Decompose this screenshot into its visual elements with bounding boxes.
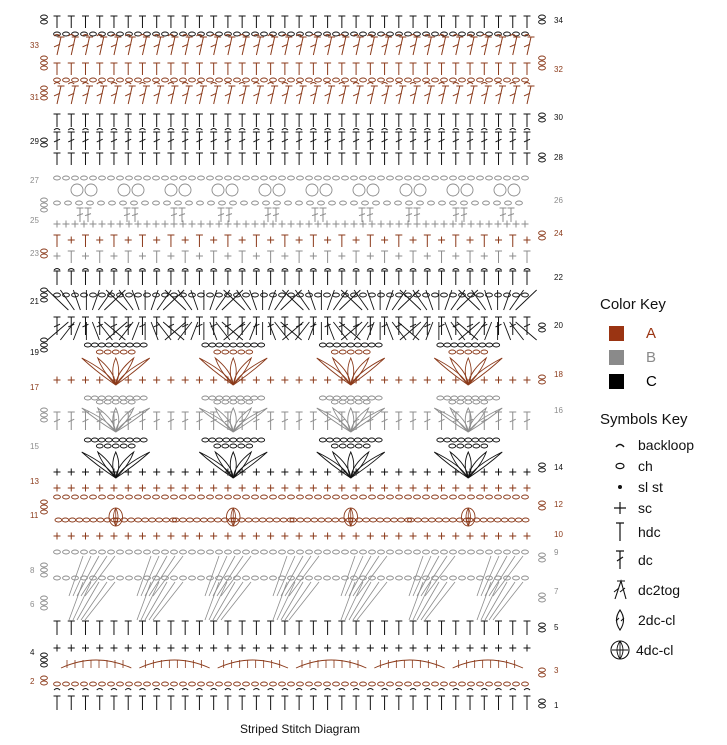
row-number-right: 34 <box>554 16 563 25</box>
row-number-right: 30 <box>554 113 563 122</box>
dc2tog-icon <box>610 578 630 602</box>
row-number-right: 3 <box>554 666 559 675</box>
color-key-item-b <box>600 345 725 369</box>
2dc-cluster-icon <box>610 608 630 632</box>
row-number-left: 2 <box>30 677 35 686</box>
row-number-right: 24 <box>554 229 563 238</box>
symbol-key-item-4dc-cl <box>600 635 725 665</box>
symbol-key-item-2dc-cl <box>600 605 725 635</box>
symbol-key-item-ch <box>600 455 725 476</box>
symbol-key-item-sc <box>600 497 725 518</box>
symbol-label-slst: sl st <box>638 478 663 495</box>
symbol-label-backloop: backloop <box>638 436 695 453</box>
half-double-crochet-icon <box>610 520 630 544</box>
row-number-right: 9 <box>554 548 559 557</box>
legend-panel <box>600 296 725 665</box>
symbol-key-item-hdc <box>600 518 725 545</box>
color-label-b: B <box>646 348 657 366</box>
color-key-list <box>600 321 725 393</box>
color-key-item-c <box>600 369 725 393</box>
row-number-right: 1 <box>554 701 559 710</box>
color-swatch-a <box>609 326 624 341</box>
slip-stitch-icon <box>610 477 630 497</box>
color-swatch-c <box>609 374 624 389</box>
symbol-label-4dc-cl: 4dc-cl <box>636 642 674 658</box>
row-number-right: 26 <box>554 196 563 205</box>
symbol-label-ch: ch <box>638 457 653 474</box>
row-number-left: 15 <box>30 442 39 451</box>
row-number-left: 17 <box>30 383 39 392</box>
row-number-left: 23 <box>30 249 39 258</box>
symbol-label-sc: sc <box>638 499 652 516</box>
symbol-key-item-dc2tog <box>600 575 725 605</box>
symbol-label-2dc-cl: 2dc-cl <box>638 612 676 628</box>
row-number-left: 25 <box>30 216 39 225</box>
row-number-left: 29 <box>30 137 39 146</box>
color-label-c: C <box>646 372 657 390</box>
row-number-right: 5 <box>554 623 559 632</box>
row-number-right: 14 <box>554 463 563 472</box>
symbols-key-title: Symbols Key <box>600 411 688 428</box>
row-number-right: 22 <box>554 273 563 282</box>
row-number-right: 28 <box>554 153 563 162</box>
backloop-icon <box>610 435 630 455</box>
row-number-left: 19 <box>30 348 39 357</box>
diagram-caption: Striped Stitch Diagram <box>239 722 361 736</box>
row-number-left: 33 <box>30 41 39 50</box>
row-number-right: 10 <box>554 530 563 539</box>
color-label-a: A <box>646 324 657 342</box>
chain-icon <box>610 456 630 476</box>
row-number-left: 11 <box>30 511 39 520</box>
row-number-right: 20 <box>554 321 563 330</box>
row-number-right: 12 <box>554 500 563 509</box>
row-number-left: 21 <box>30 297 39 306</box>
4dc-cluster-icon <box>608 638 632 662</box>
row-number-left: 31 <box>30 93 39 102</box>
row-number-left: 8 <box>30 566 35 575</box>
symbol-label-dc: dc <box>638 552 653 568</box>
row-number-right: 16 <box>554 406 563 415</box>
symbols-key-list <box>600 434 725 665</box>
symbol-label-hdc: hdc <box>638 523 661 540</box>
double-crochet-icon <box>610 548 630 572</box>
single-crochet-icon <box>610 498 630 518</box>
symbol-key-item-slst <box>600 476 725 497</box>
row-number-right: 32 <box>554 65 563 74</box>
row-number-right: 7 <box>554 587 559 596</box>
row-number-left: 27 <box>30 176 39 185</box>
row-number-left: 6 <box>30 600 35 609</box>
symbol-key-item-dc <box>600 545 725 575</box>
symbol-label-dc2tog: dc2tog <box>638 582 681 598</box>
symbol-key-item-backloop <box>600 434 725 455</box>
row-number-right: 18 <box>554 370 563 379</box>
row-number-left: 13 <box>30 477 39 486</box>
color-key-title: Color Key <box>600 296 666 313</box>
row-number-left: 4 <box>30 648 35 657</box>
color-swatch-b <box>609 350 624 365</box>
color-key-item-a <box>600 321 725 345</box>
